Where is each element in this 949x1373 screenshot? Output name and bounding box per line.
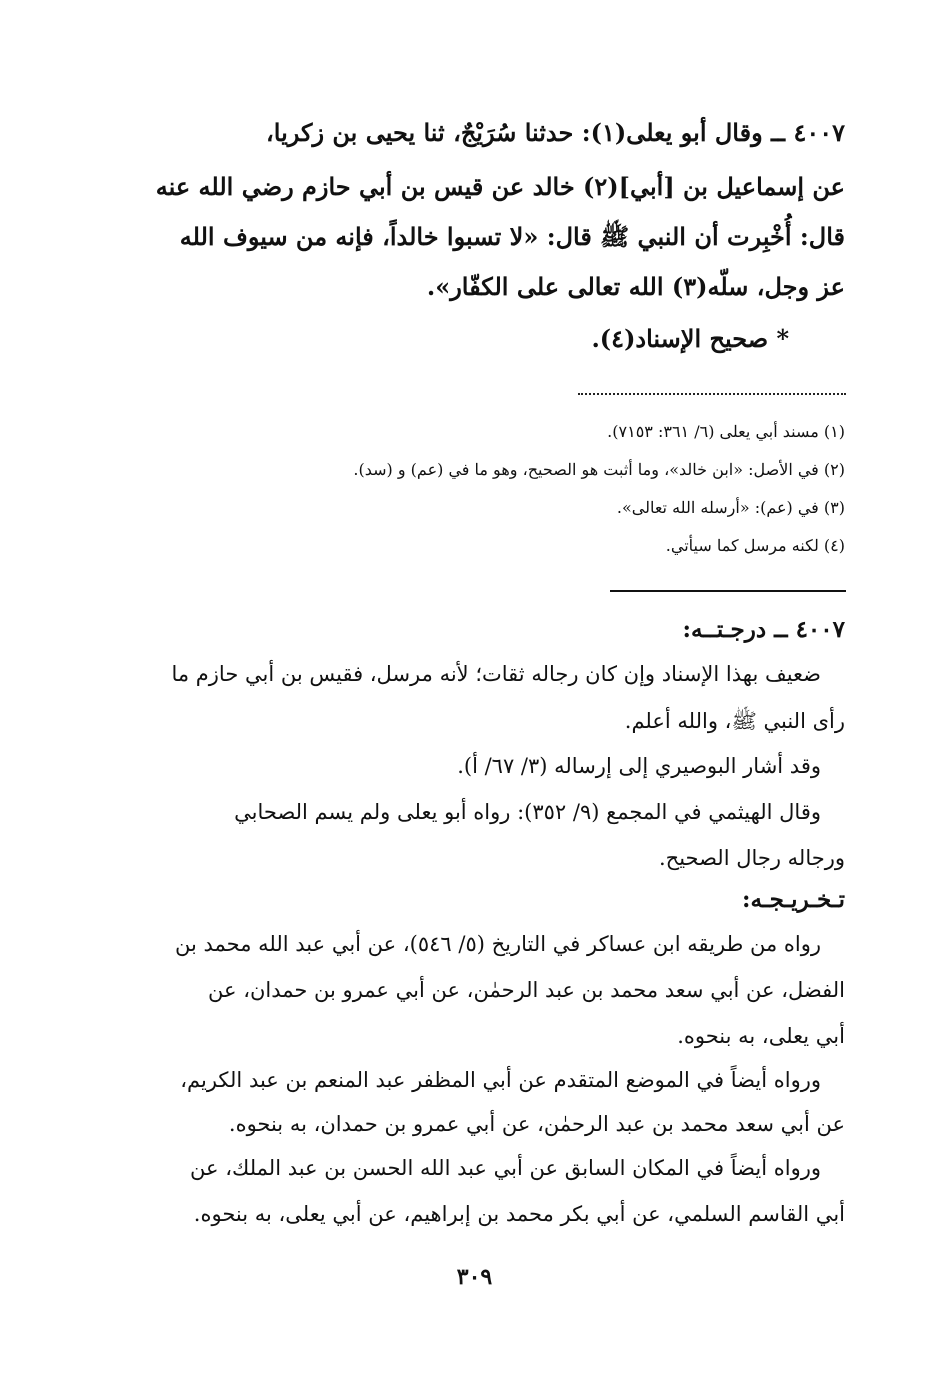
daraja-heading: ٤٠٠٧ ــ درجـتــه: — [682, 616, 845, 643]
takhrij-p1-line2: الفضل، عن أبي سعد محمد بن عبد الرحمٰن، عن أبي عمرو بن حمدان، عن — [208, 978, 845, 1002]
hadith-line-1: ٤٠٠٧ ــ وقال أبو يعلى(١): حدثنا سُرَيْجٌ، ثنا يحيى بن زكريا، — [266, 118, 845, 147]
daraja-p3-line1: وقال الهيثمي في المجمع (٩/ ٣٥٢): رواه أبو يعلى ولم يسم الصحابي — [234, 800, 821, 824]
footnote-1: (١) مسند أبي يعلى (٦/ ٣٦١: ٧١٥٣). — [607, 422, 845, 441]
hadith-line-3: قال: أُخْبِرت أن النبي ﷺ قال: «لا تسبوا خالداً، فإنه من سيوف الله — [179, 222, 845, 251]
hadith-grade: * صحيح الإسناد(٤). — [591, 324, 789, 353]
takhrij-p2-line1: ورواه أيضاً في الموضع المتقدم عن أبي المظفر عبد المنعم بن عبد الكريم، — [180, 1068, 821, 1092]
daraja-p1-line2: رأى النبي ﷺ، والله أعلم. — [624, 709, 845, 733]
daraja-p2: وقد أشار البوصيري إلى إرساله (٣/ ٦٧/ أ). — [457, 754, 821, 778]
footnote-4: (٤) لكنه مرسل كما سيأتي. — [665, 536, 845, 555]
takhrij-heading: تـخـريـجـه: — [742, 886, 845, 913]
takhrij-p1-line3: أبي يعلى، به بنحوه. — [677, 1024, 845, 1048]
daraja-p1-line1: ضعيف بهذا الإسناد وإن كان رجاله ثقات؛ لأنه مرسل، فقيس بن أبي حازم ما — [171, 662, 821, 686]
hadith-line-2: عن إسماعيل بن [أبي](٢) خالد عن قيس بن أبي حازم رضي الله عنه — [155, 172, 845, 201]
section-divider — [610, 590, 846, 592]
takhrij-p1-line1: رواه من طريقه ابن عساكر في التاريخ (٥/ ٥٤٦)، عن أبي عبد الله محمد بن — [174, 932, 821, 956]
footnote-3: (٣) في (عم): «أرسله الله تعالى». — [616, 498, 845, 517]
footnote-separator-dots — [578, 393, 846, 397]
daraja-p3-line2: ورجاله رجال الصحيح. — [658, 846, 845, 870]
takhrij-p3-line1: ورواه أيضاً في المكان السابق عن أبي عبد الله الحسن بن عبد الملك، عن — [190, 1156, 821, 1180]
takhrij-p3-line2: أبي القاسم السلمي، عن أبي بكر محمد بن إبراهيم، عن أبي يعلى، به بنحوه. — [193, 1202, 845, 1226]
takhrij-p2-line2: عن أبي سعد محمد بن عبد الرحمٰن، عن أبي عمرو بن حمدان، به بنحوه. — [228, 1112, 845, 1136]
page-number: ٣٠٩ — [456, 1264, 493, 1290]
footnote-2: (٢) في الأصل: «ابن خالد»، وما أثبت هو الصحيح، وهو ما في (عم) و (سد). — [353, 460, 845, 479]
hadith-line-4: عز وجل، سلّه(٣) الله تعالى على الكفّار». — [426, 272, 845, 301]
